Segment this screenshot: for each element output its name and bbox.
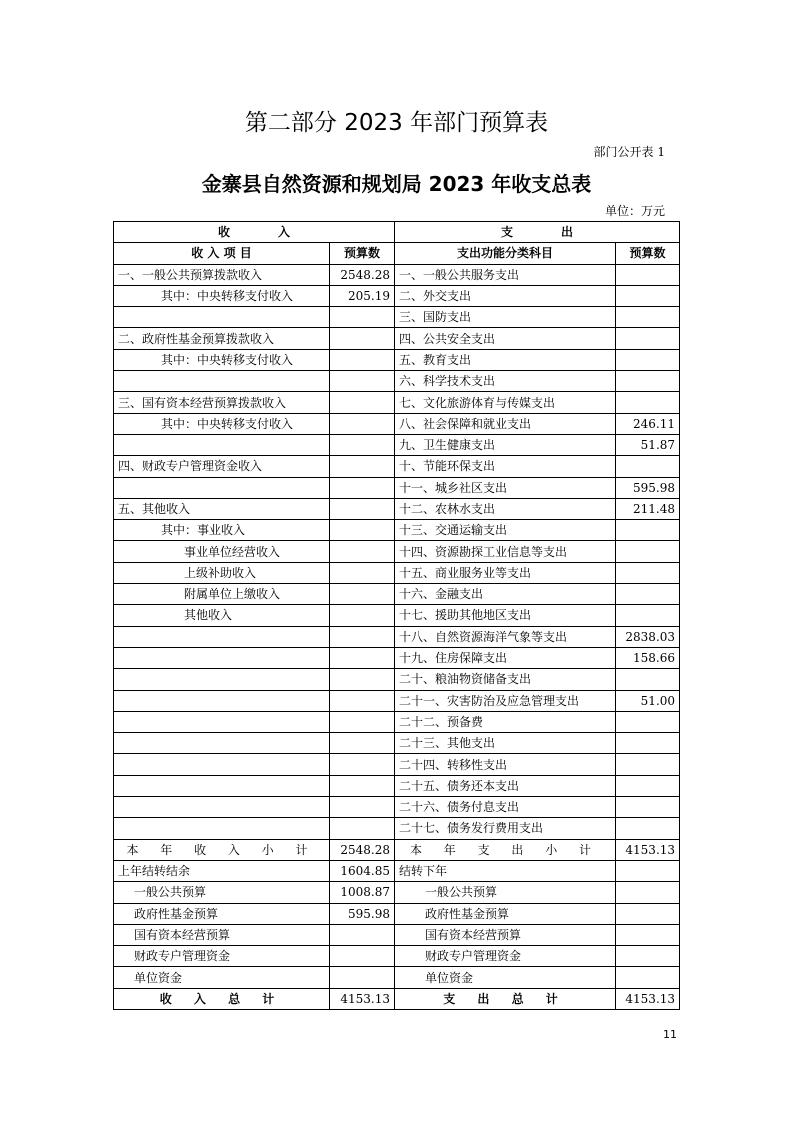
table-row (114, 733, 680, 754)
income-amount-cell (330, 434, 395, 455)
expense-amount-cell (616, 285, 680, 306)
table-row (114, 349, 680, 370)
income-item-cell (114, 307, 330, 328)
carry-income-label: 政府性基金预算 (114, 903, 330, 924)
carry-row (114, 882, 680, 903)
expense-amount-cell (616, 520, 680, 541)
carry-expense-value (616, 860, 680, 881)
table-row (114, 754, 680, 775)
table-row (114, 371, 680, 392)
expense-item-cell: 七、文化旅游体育与传媒支出 (395, 392, 616, 413)
expense-item-cell: 二十三、其他支出 (395, 733, 616, 754)
income-item-cell (114, 477, 330, 498)
table-row (114, 626, 680, 647)
income-header: 收 入 (114, 222, 395, 243)
table-row (114, 456, 680, 477)
table-row (114, 328, 680, 349)
expense-item-cell: 十七、援助其他地区支出 (395, 605, 616, 626)
table-row (114, 818, 680, 839)
income-item-cell: 一、一般公共预算拨款收入 (114, 264, 330, 285)
expense-item-cell: 四、公共安全支出 (395, 328, 616, 349)
expense-amount-cell (616, 328, 680, 349)
table-row (114, 584, 680, 605)
income-amount-cell (330, 690, 395, 711)
income-item-cell (114, 733, 330, 754)
income-total-label: 收 入 总 计 (114, 988, 330, 1009)
income-item-cell: 五、其他收入 (114, 498, 330, 519)
income-item-cell: 其中：中央转移支付收入 (114, 349, 330, 370)
expense-amount-cell: 595.98 (616, 477, 680, 498)
income-amount-cell (330, 818, 395, 839)
income-amount-cell (330, 307, 395, 328)
income-budget-header: 预算数 (330, 243, 395, 264)
expense-item-cell: 二十五、债务还本支出 (395, 775, 616, 796)
page-title: 金寨县自然资源和规划局 2023 年收支总表 (201, 172, 592, 196)
expense-amount-cell: 2838.03 (616, 626, 680, 647)
expense-subtotal-label: 本 年 支 出 小 计 (395, 839, 616, 860)
expense-amount-cell (616, 264, 680, 285)
expense-item-cell: 九、卫生健康支出 (395, 434, 616, 455)
table-row (114, 690, 680, 711)
expense-item-cell: 二十六、债务付息支出 (395, 797, 616, 818)
expense-item-cell: 二、外交支出 (395, 285, 616, 306)
income-amount-cell (330, 797, 395, 818)
carry-row (114, 860, 680, 881)
expense-amount-cell (616, 775, 680, 796)
carry-income-value (330, 946, 395, 967)
carry-expense-label: 国有资本经营预算 (395, 924, 616, 945)
table-header-row (114, 222, 680, 243)
table-row (114, 669, 680, 690)
expense-item-cell: 二十四、转移性支出 (395, 754, 616, 775)
expense-amount-cell (616, 711, 680, 732)
table-row (114, 775, 680, 796)
income-amount-cell (330, 498, 395, 519)
expense-amount-cell (616, 392, 680, 413)
income-item-cell: 其中：中央转移支付收入 (114, 285, 330, 306)
expense-item-header: 支出功能分类科目 (395, 243, 616, 264)
table-row (114, 520, 680, 541)
income-item-cell (114, 371, 330, 392)
income-item-cell (114, 647, 330, 668)
income-amount-cell (330, 328, 395, 349)
budget-summary-table (113, 221, 680, 1010)
carry-income-value (330, 967, 395, 988)
expense-amount-cell: 51.87 (616, 434, 680, 455)
income-amount-cell (330, 413, 395, 434)
income-amount-cell (330, 733, 395, 754)
expense-amount-cell (616, 371, 680, 392)
income-amount-cell (330, 477, 395, 498)
carry-row (114, 946, 680, 967)
income-amount-cell (330, 584, 395, 605)
carry-income-label: 单位资金 (114, 967, 330, 988)
carry-row (114, 967, 680, 988)
income-amount-cell: 205.19 (330, 285, 395, 306)
expense-item-cell: 一、一般公共服务支出 (395, 264, 616, 285)
expense-amount-cell (616, 754, 680, 775)
total-row (114, 988, 680, 1009)
expense-item-cell: 十二、农林水支出 (395, 498, 616, 519)
expense-amount-cell (616, 349, 680, 370)
expense-amount-cell (616, 797, 680, 818)
table-row (114, 392, 680, 413)
income-item-cell: 三、国有资本经营预算拨款收入 (114, 392, 330, 413)
expense-item-cell: 十九、住房保障支出 (395, 647, 616, 668)
expense-amount-cell: 51.00 (616, 690, 680, 711)
expense-item-cell: 十三、交通运输支出 (395, 520, 616, 541)
expense-item-cell: 三、国防支出 (395, 307, 616, 328)
income-item-header: 收 入 项 目 (114, 243, 330, 264)
carry-expense-label: 一般公共预算 (395, 882, 616, 903)
expense-item-cell: 五、教育支出 (395, 349, 616, 370)
income-total-value: 4153.13 (330, 988, 395, 1009)
expense-amount-cell (616, 584, 680, 605)
table-row (114, 498, 680, 519)
subtotal-row (114, 839, 680, 860)
table-row (114, 413, 680, 434)
expense-item-cell: 二十七、债务发行费用支出 (395, 818, 616, 839)
income-item-cell: 事业单位经营收入 (114, 541, 330, 562)
table-row (114, 647, 680, 668)
expense-amount-cell (616, 605, 680, 626)
part-title: 第二部分 2023 年部门预算表 (244, 110, 549, 136)
carry-income-label: 国有资本经营预算 (114, 924, 330, 945)
table-row (114, 711, 680, 732)
carry-income-label: 一般公共预算 (114, 882, 330, 903)
expense-amount-cell: 158.66 (616, 647, 680, 668)
carry-row (114, 903, 680, 924)
income-amount-cell (330, 711, 395, 732)
unit-label: 单位：万元 (604, 204, 665, 218)
expense-item-cell: 二十一、灾害防治及应急管理支出 (395, 690, 616, 711)
carry-income-label: 上年结转结余 (114, 860, 330, 881)
income-amount-cell (330, 626, 395, 647)
carry-expense-value (616, 967, 680, 988)
income-item-cell: 附属单位上缴收入 (114, 584, 330, 605)
carry-expense-value (616, 946, 680, 967)
table-row (114, 541, 680, 562)
income-amount-cell: 2548.28 (330, 264, 395, 285)
carry-income-value: 1604.85 (330, 860, 395, 881)
income-amount-cell (330, 392, 395, 413)
income-amount-cell (330, 541, 395, 562)
income-item-cell (114, 797, 330, 818)
carry-income-label: 财政专户管理资金 (114, 946, 330, 967)
expense-amount-cell (616, 669, 680, 690)
expense-subtotal-value: 4153.13 (616, 839, 680, 860)
expense-item-cell: 八、社会保障和就业支出 (395, 413, 616, 434)
expense-budget-header: 预算数 (616, 243, 680, 264)
carry-expense-label: 财政专户管理资金 (395, 946, 616, 967)
carry-expense-value (616, 924, 680, 945)
expense-amount-cell: 211.48 (616, 498, 680, 519)
table-subheader-row (114, 243, 680, 264)
income-item-cell (114, 754, 330, 775)
expense-header: 支 出 (395, 222, 680, 243)
carry-income-value (330, 924, 395, 945)
income-item-cell (114, 775, 330, 796)
carry-income-value: 595.98 (330, 903, 395, 924)
expense-total-value: 4153.13 (616, 988, 680, 1009)
income-amount-cell (330, 371, 395, 392)
page-number: 11 (663, 1028, 677, 1041)
table-row (114, 307, 680, 328)
table-number: 部门公开表 1 (593, 145, 665, 159)
income-amount-cell (330, 349, 395, 370)
expense-item-cell: 二十二、预备费 (395, 711, 616, 732)
carry-income-value: 1008.87 (330, 882, 395, 903)
income-item-cell: 上级补助收入 (114, 562, 330, 583)
expense-item-cell: 十六、金融支出 (395, 584, 616, 605)
table-row (114, 477, 680, 498)
table-row (114, 562, 680, 583)
table-row (114, 605, 680, 626)
expense-item-cell: 十八、自然资源海洋气象等支出 (395, 626, 616, 647)
carry-expense-label: 政府性基金预算 (395, 903, 616, 924)
expense-amount-cell (616, 307, 680, 328)
table-row (114, 797, 680, 818)
income-amount-cell (330, 647, 395, 668)
income-amount-cell (330, 562, 395, 583)
carry-row (114, 924, 680, 945)
expense-item-cell: 十四、资源勘探工业信息等支出 (395, 541, 616, 562)
income-amount-cell (330, 456, 395, 477)
expense-total-label: 支 出 总 计 (395, 988, 616, 1009)
expense-amount-cell (616, 733, 680, 754)
income-item-cell: 四、财政专户管理资金收入 (114, 456, 330, 477)
income-subtotal-value: 2548.28 (330, 839, 395, 860)
income-amount-cell (330, 669, 395, 690)
income-item-cell: 其中：事业收入 (114, 520, 330, 541)
expense-amount-cell (616, 456, 680, 477)
income-amount-cell (330, 775, 395, 796)
expense-item-cell: 十一、城乡社区支出 (395, 477, 616, 498)
income-item-cell (114, 690, 330, 711)
carry-expense-label: 结转下年 (395, 860, 616, 881)
income-amount-cell (330, 520, 395, 541)
income-amount-cell (330, 754, 395, 775)
expense-amount-cell (616, 541, 680, 562)
table-row (114, 434, 680, 455)
income-item-cell: 其他收入 (114, 605, 330, 626)
expense-item-cell: 十、节能环保支出 (395, 456, 616, 477)
income-item-cell (114, 434, 330, 455)
expense-item-cell: 六、科学技术支出 (395, 371, 616, 392)
income-item-cell (114, 669, 330, 690)
table-row (114, 264, 680, 285)
income-item-cell: 其中：中央转移支付收入 (114, 413, 330, 434)
income-item-cell (114, 818, 330, 839)
carry-expense-value (616, 903, 680, 924)
income-subtotal-label: 本 年 收 入 小 计 (114, 839, 330, 860)
expense-amount-cell (616, 818, 680, 839)
expense-amount-cell (616, 562, 680, 583)
income-item-cell (114, 711, 330, 732)
expense-item-cell: 十五、商业服务业等支出 (395, 562, 616, 583)
income-item-cell: 二、政府性基金预算拨款收入 (114, 328, 330, 349)
expense-amount-cell: 246.11 (616, 413, 680, 434)
expense-item-cell: 二十、粮油物资储备支出 (395, 669, 616, 690)
income-amount-cell (330, 605, 395, 626)
carry-expense-value (616, 882, 680, 903)
table-row (114, 285, 680, 306)
carry-expense-label: 单位资金 (395, 967, 616, 988)
income-item-cell (114, 626, 330, 647)
